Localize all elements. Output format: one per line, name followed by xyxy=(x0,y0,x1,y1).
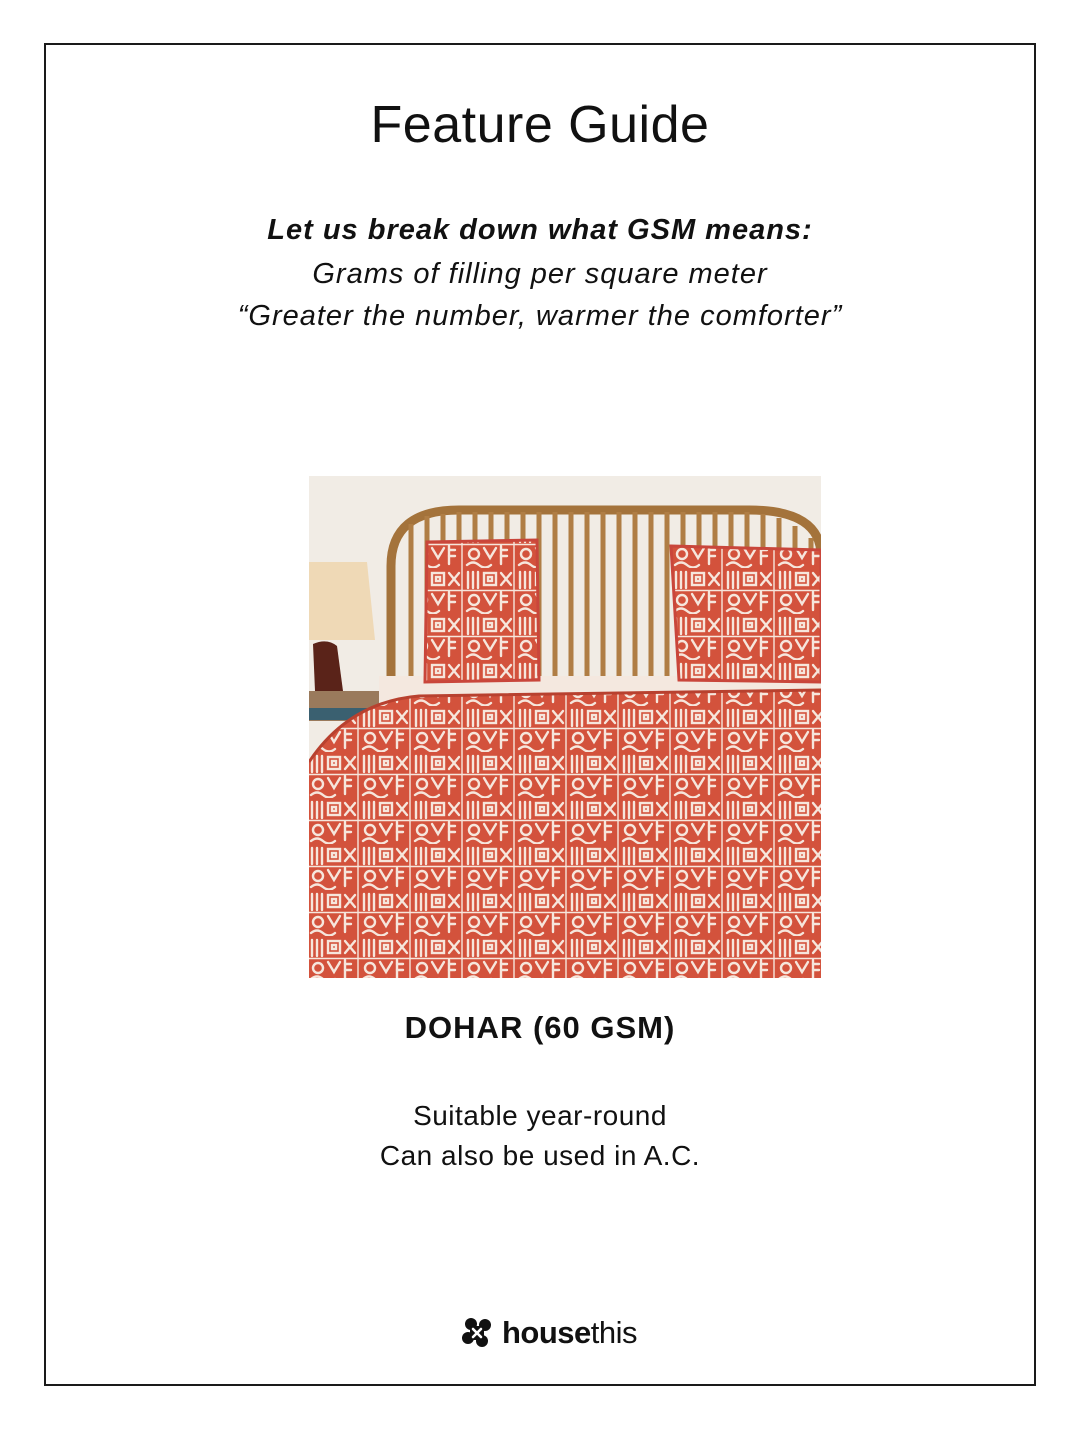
gsm-definition: Grams of filling per square meter xyxy=(312,258,768,290)
housethis-logo-icon xyxy=(460,1316,494,1350)
gsm-quote: “Greater the number, warmer the comforter” xyxy=(237,300,843,332)
product-desc-line1: Suitable year-round xyxy=(413,1100,667,1131)
dohar-comforter xyxy=(309,690,821,978)
product-photo xyxy=(309,476,821,978)
product-desc-line2: Can also be used in A.C. xyxy=(379,1140,701,1171)
brand-logo xyxy=(460,1315,637,1351)
brand-name-light: this xyxy=(590,1315,638,1350)
brand-name-bold: house xyxy=(502,1315,591,1350)
page-title: Feature Guide xyxy=(370,96,710,154)
right-pillow xyxy=(671,546,821,682)
product-name: DOHAR (60 GSM) xyxy=(404,1010,676,1045)
gsm-heading: Let us break down what GSM means: xyxy=(267,214,813,246)
left-pillow xyxy=(425,540,539,682)
